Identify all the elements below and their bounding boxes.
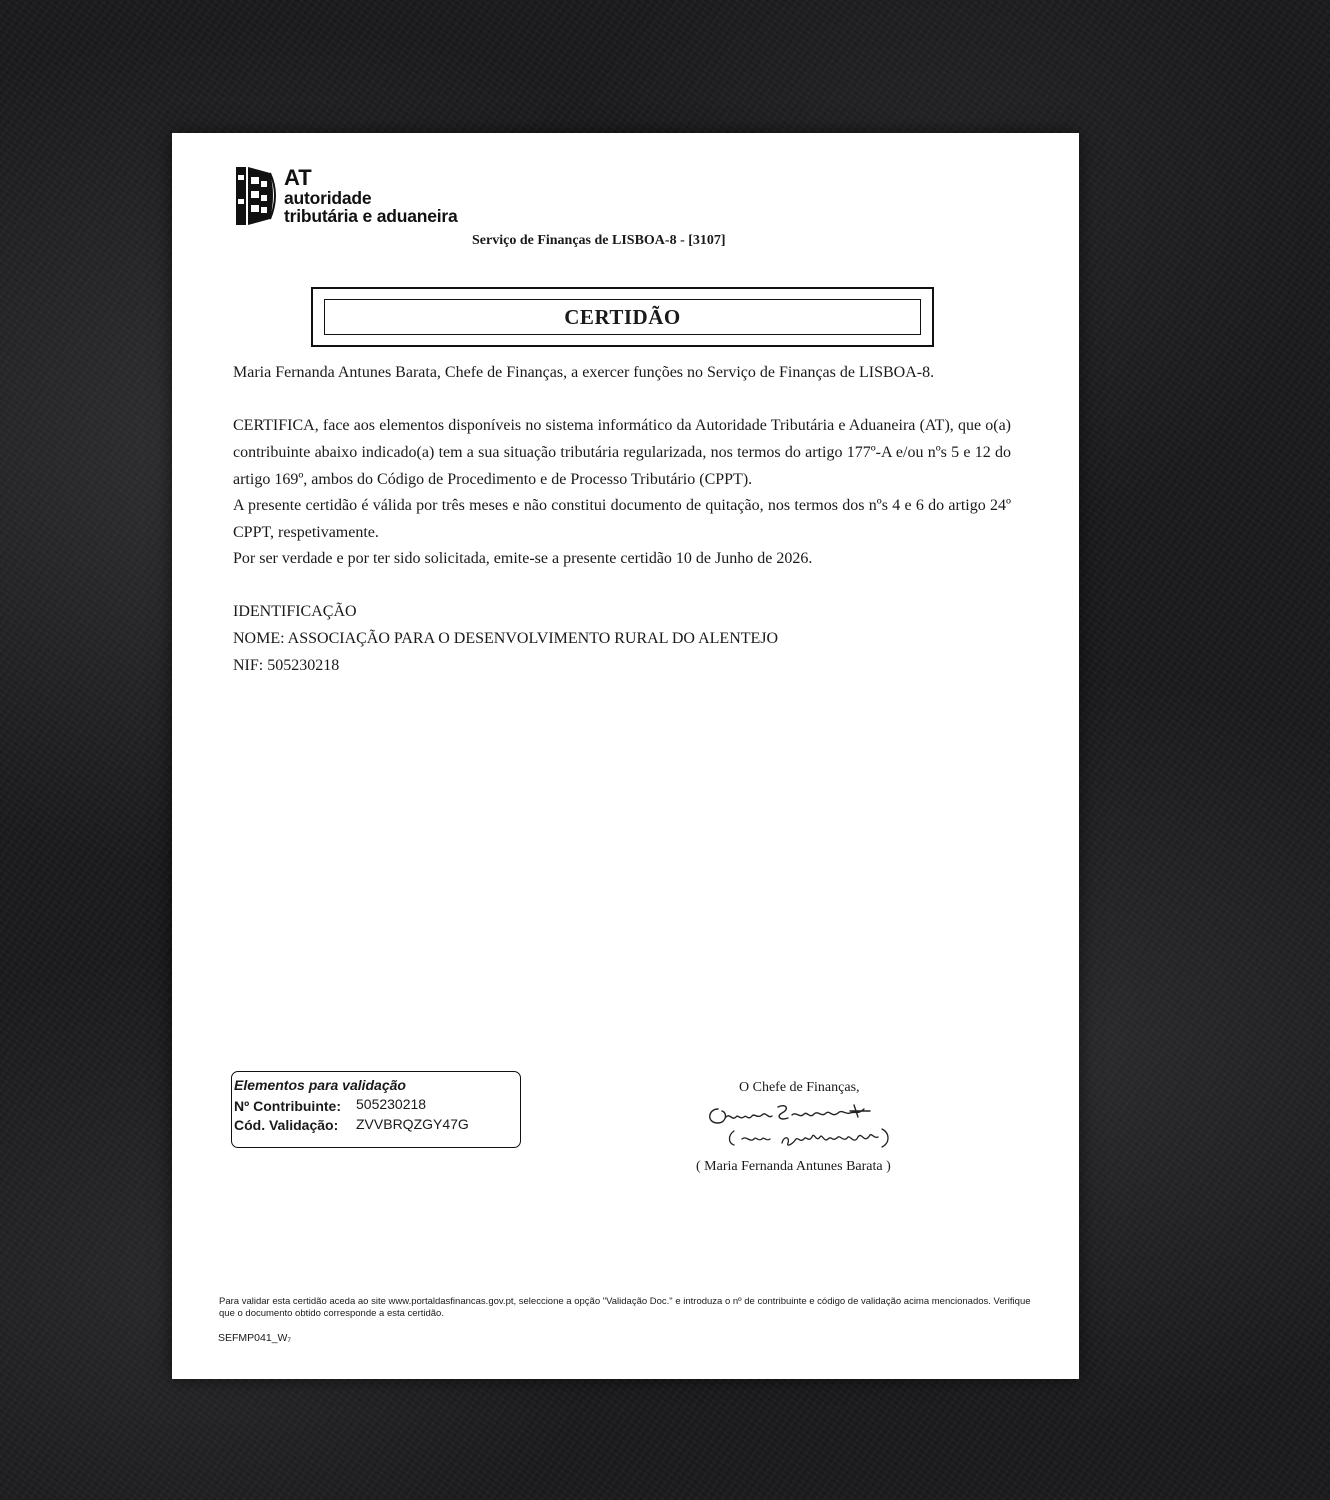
certifica-paragraph: CERTIFICA, face aos elementos disponíveis no sistema informático da Autoridade Tributária e Aduaneira (AT), que o(a) contribuinte abaixo indicado(a) tem a sua situação tributária regularizada, nos termos do artigo 177º-A e/ou nºs 5 e 12 do artigo 169º, ambos do Código de Procedimento e de Processo Tributário (CPPT).	[233, 417, 1011, 488]
logo-line-1: autoridade	[284, 188, 372, 208]
certificate-document	[172, 133, 1079, 1379]
form-code-suffix: 7	[287, 1338, 291, 1344]
taxpayer-name: NOME: ASSOCIAÇÃO PARA O DESENVOLVIMENTO RURAL DO ALENTEJO	[233, 629, 779, 647]
form-code	[218, 1332, 291, 1344]
form-code-text: SEFMP041_W	[218, 1332, 288, 1344]
validation-instructions: Para validar esta certidão aceda ao site www.portaldasfinancas.gov.pt, seleccione a opção "Validação Doc." e introduza o nº de contribuinte e código de validação acima mencionados. Verifique que o documento obtido corresponde a esta certidão.	[219, 1296, 1031, 1319]
title-frame	[311, 287, 934, 347]
taxpayer-nif: NIF: 505230218	[233, 656, 340, 674]
logo-acronym: AT	[284, 165, 312, 190]
validation-title: Elementos para validação	[234, 1077, 406, 1093]
title-inner-frame	[324, 299, 921, 335]
identification-heading: IDENTIFICAÇÃO	[233, 603, 357, 620]
document-title: CERTIDÃO	[564, 304, 681, 329]
tax-office-heading: Serviço de Finanças de LISBOA-8 - [3107]	[472, 233, 726, 248]
issued-paragraph: Por ser verdade e por ter sido solicitada, emite-se a presente certidão 10 de Junho de 2026.	[233, 550, 813, 567]
identification-block	[233, 599, 778, 679]
validity-paragraph: A presente certidão é válida por três meses e não constitui documento de quitação, nos termos dos nºs 4 e 6 do artigo 24º CPPT, respetivamente.	[233, 497, 1011, 541]
logo-line-2: tributária e aduaneira	[284, 206, 458, 226]
contribuinte-value: 505230218	[356, 1096, 427, 1112]
intro-paragraph: Maria Fernanda Antunes Barata, Chefe de Finanças, a exercer funções no Serviço de Finanças de LISBOA-8.	[233, 364, 935, 381]
validation-code-value: ZVVBRQZGY47G	[356, 1116, 469, 1132]
contribuinte-label: Nº Contribuinte:	[234, 1098, 341, 1114]
at-logo	[232, 165, 472, 229]
handwritten-signature	[704, 1101, 914, 1157]
portuguese-shield-emblem-icon	[232, 165, 278, 229]
validation-code-label: Cód. Validação:	[234, 1117, 339, 1133]
signatory-role: O Chefe de Finanças,	[739, 1080, 860, 1095]
validation-box	[231, 1071, 521, 1148]
signatory-name: ( Maria Fernanda Antunes Barata )	[696, 1159, 891, 1174]
